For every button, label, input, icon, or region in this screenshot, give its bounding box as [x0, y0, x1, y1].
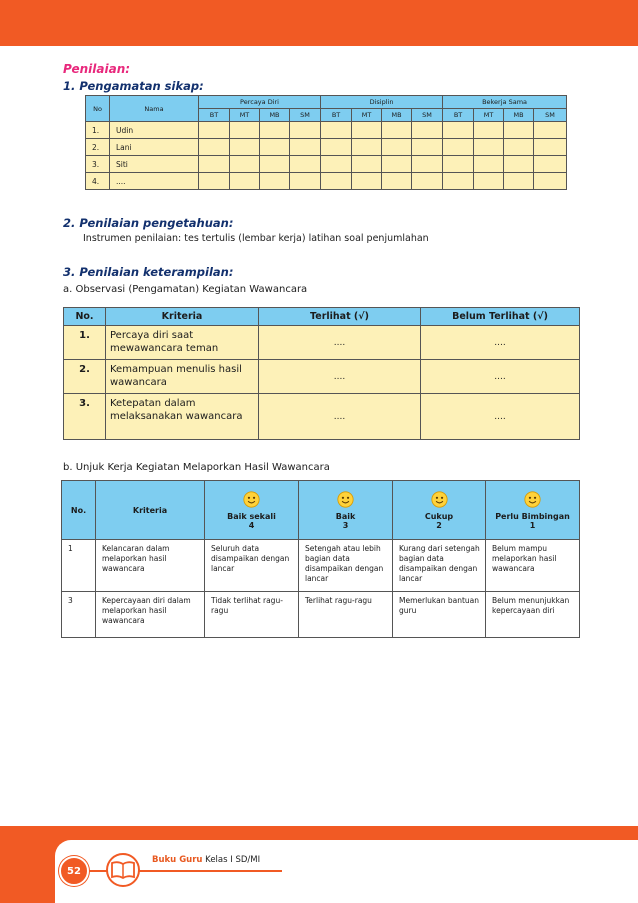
row-no: 1.: [64, 326, 106, 360]
section1-title: 1. Pengamatan sikap:: [63, 79, 204, 93]
row-kriteria: Kemampuan menulis hasil wawancara: [106, 360, 259, 394]
row-nama: Udin: [110, 122, 199, 139]
row-terlihat: ....: [259, 360, 421, 394]
score-cell: [199, 173, 230, 190]
row-no: 3.: [86, 156, 110, 173]
subcol: MB: [260, 109, 290, 122]
score-cell: [382, 173, 412, 190]
level-score: 3: [342, 520, 349, 530]
level-score: 4: [248, 520, 255, 530]
col-kriteria: Kriteria: [106, 308, 259, 326]
book-title-bold: Buku Guru: [152, 855, 203, 865]
score-cell: [443, 122, 474, 139]
smiley-icon: [431, 491, 448, 508]
group-header: Percaya Diri: [199, 96, 321, 109]
score-cell: [260, 156, 290, 173]
score-cell: [230, 139, 260, 156]
col-kriteria: Kriteria: [96, 481, 205, 540]
col-no: No: [86, 96, 110, 122]
score-cell: [230, 122, 260, 139]
top-band: [0, 0, 638, 46]
row-no: 3.: [64, 394, 106, 440]
col-level-2: [393, 481, 486, 540]
score-cell: [534, 139, 567, 156]
page-number: 52: [59, 856, 89, 886]
table-row: [86, 156, 567, 173]
row-kriteria: Kelancaran dalam melaporkan hasil wawancara: [96, 540, 205, 592]
score-cell: [504, 173, 534, 190]
score-cell: [474, 139, 504, 156]
score-cell: [260, 173, 290, 190]
level-score: 1: [529, 520, 536, 530]
subcol: SM: [534, 109, 567, 122]
level-label: Baik sekali: [227, 511, 276, 521]
row-level-3: Terlihat ragu-ragu: [299, 592, 393, 638]
score-cell: [412, 173, 443, 190]
score-cell: [534, 156, 567, 173]
row-nama: ....: [110, 173, 199, 190]
table-row: [86, 173, 567, 190]
score-cell: [474, 122, 504, 139]
smiley-icon: [243, 491, 260, 508]
score-cell: [321, 139, 352, 156]
observation-table: [63, 307, 580, 440]
score-cell: [352, 122, 382, 139]
row-no: 2.: [86, 139, 110, 156]
score-cell: [352, 139, 382, 156]
row-nama: Siti: [110, 156, 199, 173]
group-header: Disiplin: [321, 96, 443, 109]
score-cell: [534, 173, 567, 190]
table-row: [86, 122, 567, 139]
row-belum: ....: [421, 360, 580, 394]
col-no: No.: [62, 481, 96, 540]
score-cell: [260, 122, 290, 139]
subcol: MT: [474, 109, 504, 122]
score-cell: [352, 173, 382, 190]
col-no: No.: [64, 308, 106, 326]
row-kriteria: Kepercayaan diri dalam melaporkan hasil wawancara: [96, 592, 205, 638]
row-level-4: Tidak terlihat ragu-ragu: [205, 592, 299, 638]
score-cell: [199, 156, 230, 173]
row-terlihat: ....: [259, 326, 421, 360]
row-no: 1.: [86, 122, 110, 139]
row-terlihat: ....: [259, 394, 421, 440]
score-cell: [199, 139, 230, 156]
score-cell: [321, 156, 352, 173]
row-no: 2.: [64, 360, 106, 394]
attitude-table: [85, 95, 567, 190]
score-cell: [443, 139, 474, 156]
col-level-1: [486, 481, 580, 540]
score-cell: [230, 156, 260, 173]
subcol: MT: [230, 109, 260, 122]
score-cell: [412, 139, 443, 156]
score-cell: [382, 122, 412, 139]
score-cell: [504, 122, 534, 139]
score-cell: [199, 122, 230, 139]
score-cell: [474, 156, 504, 173]
row-level-1: Belum mampu melaporkan hasil wawancara: [486, 540, 580, 592]
smiley-icon: [337, 491, 354, 508]
row-level-3: Setengah atau lebih bagian data disampaikan dengan lancar: [299, 540, 393, 592]
subcol: BT: [321, 109, 352, 122]
row-level-2: Kurang dari setengah bagian data disampaikan dengan lancar: [393, 540, 486, 592]
table-row: [64, 326, 580, 360]
row-kriteria: Percaya diri saat mewawancara teman: [106, 326, 259, 360]
col-terlihat: Terlihat (√): [259, 308, 421, 326]
section3-title: 3. Penilaian keterampilan:: [63, 265, 234, 279]
table-row: [64, 360, 580, 394]
subcol: MT: [352, 109, 382, 122]
row-no: 3: [62, 592, 96, 638]
section-heading: Penilaian:: [63, 62, 131, 76]
score-cell: [321, 122, 352, 139]
col-nama: Nama: [110, 96, 199, 122]
subcol: MB: [504, 109, 534, 122]
book-icon: [103, 852, 143, 888]
subcol: MB: [382, 109, 412, 122]
score-cell: [290, 139, 321, 156]
level-label: Baik: [335, 511, 356, 521]
score-cell: [321, 173, 352, 190]
score-cell: [290, 156, 321, 173]
score-cell: [534, 122, 567, 139]
score-cell: [290, 122, 321, 139]
group-header: Bekerja Sama: [443, 96, 567, 109]
table-row: [64, 394, 580, 440]
score-cell: [290, 173, 321, 190]
table-row: [62, 592, 580, 638]
subcol: BT: [443, 109, 474, 122]
footer-book-title: [152, 855, 260, 865]
row-level-2: Memerlukan bantuan guru: [393, 592, 486, 638]
row-kriteria: Ketepatan dalam melaksanakan wawancara: [106, 394, 259, 440]
row-level-1: Belum menunjukkan kepercayaan diri: [486, 592, 580, 638]
score-cell: [412, 122, 443, 139]
score-cell: [443, 173, 474, 190]
table-row: [62, 540, 580, 592]
col-level-4: [205, 481, 299, 540]
row-level-4: Seluruh data disampaikan dengan lancar: [205, 540, 299, 592]
level-score: 2: [436, 520, 442, 530]
row-nama: Lani: [110, 139, 199, 156]
level-label: Cukup: [424, 511, 454, 521]
score-cell: [443, 156, 474, 173]
score-cell: [412, 156, 443, 173]
score-cell: [230, 173, 260, 190]
row-belum: ....: [421, 326, 580, 360]
col-belum-terlihat: Belum Terlihat (√): [421, 308, 580, 326]
subcol: SM: [290, 109, 321, 122]
book-title-rest: Kelas I SD/MI: [202, 855, 261, 865]
subsection-a-title: a. Observasi (Pengamatan) Kegiatan Wawancara: [63, 284, 308, 295]
row-no: 4.: [86, 173, 110, 190]
score-cell: [382, 139, 412, 156]
subsection-b-title: b. Unjuk Kerja Kegiatan Melaporkan Hasil Wawancara: [63, 462, 330, 473]
score-cell: [504, 156, 534, 173]
score-cell: [474, 173, 504, 190]
level-label: Perlu Bimbingan: [495, 511, 570, 521]
col-level-3: [299, 481, 393, 540]
subcol: SM: [412, 109, 443, 122]
section2-text: Instrumen penilaian: tes tertulis (lembar kerja) latihan soal penjumlahan: [83, 233, 429, 244]
row-no: 1: [62, 540, 96, 592]
score-cell: [382, 156, 412, 173]
score-cell: [260, 139, 290, 156]
performance-table: [61, 480, 580, 638]
smiley-icon: [524, 491, 541, 508]
subcol: BT: [199, 109, 230, 122]
score-cell: [352, 156, 382, 173]
row-belum: ....: [421, 394, 580, 440]
section2-title: 2. Penilaian pengetahuan:: [63, 216, 234, 230]
score-cell: [504, 139, 534, 156]
table-row: [86, 139, 567, 156]
